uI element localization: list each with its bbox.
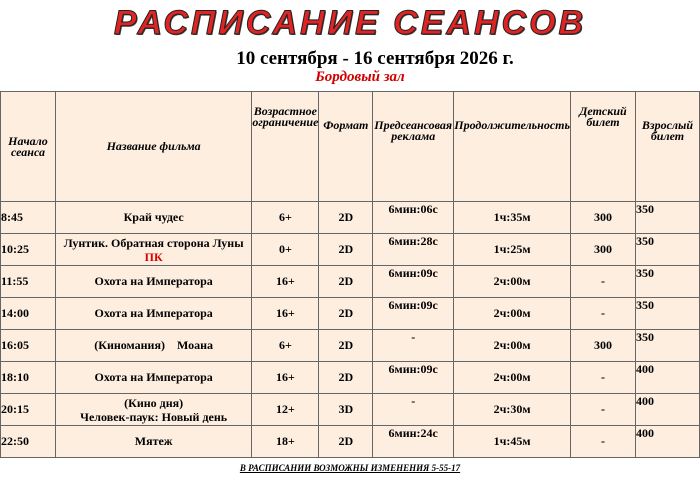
child-price: - [570,362,635,394]
adult-price: 350 [635,234,699,266]
film-title [55,266,251,298]
table-row [1,362,700,394]
film-name: Охота на Императора [94,274,213,288]
adult-price: 400 [635,362,699,394]
age-rating: 0+ [252,234,319,266]
film-title [55,298,251,330]
ads-duration: - [373,394,454,426]
age-rating: 6+ [252,202,319,234]
header-age: Возрастное ограничение [252,92,319,202]
age-rating: 18+ [252,426,319,458]
adult-price: 350 [635,266,699,298]
table-row [1,234,700,266]
film-name-secondary: Человек-паук: Новый день [80,409,228,424]
table-row [1,266,700,298]
ads-duration: - [373,330,454,362]
age-rating: 16+ [252,298,319,330]
film-duration: 1ч:25м [454,234,571,266]
film-title [55,362,251,394]
film-name: (Киномания) Моана [94,338,214,352]
date-range: 10 сентября - 16 сентября 2026 г. [236,48,514,69]
child-price: 300 [570,234,635,266]
film-duration: 2ч:00м [454,266,571,298]
format: 2D [319,202,373,234]
hall-name: Бордовый зал [315,69,405,85]
start-time: 16:05 [1,330,56,362]
film-name: (Кино дня) [124,395,184,410]
schedule-table [0,91,700,458]
film-duration: 2ч:00м [454,362,571,394]
page-title: РАСПИСАНИЕ СЕАНСОВ [113,4,587,42]
film-name: Лунтик. Обратная сторона Луны [63,235,244,250]
format: 2D [319,298,373,330]
film-name: Край чудес [123,210,184,224]
adult-price: 350 [635,330,699,362]
ads-duration: 6мин:09с [373,298,454,330]
start-time: 18:10 [1,362,56,394]
ads-duration: 6мин:09с [373,266,454,298]
schedule-change-notice: В РАСПИСАНИИ ВОЗМОЖНЫ ИЗМЕНЕНИЯ 5-55-17 [239,463,461,473]
adult-price: 350 [635,202,699,234]
age-rating: 16+ [252,362,319,394]
header-duration: Продолжительность [454,92,571,202]
child-price: 300 [570,330,635,362]
film-duration: 2ч:00м [454,298,571,330]
table-row [1,426,700,458]
film-title [55,234,251,266]
film-duration: 1ч:35м [454,202,571,234]
film-duration: 2ч:30м [454,394,571,426]
age-rating: 6+ [252,330,319,362]
format: 2D [319,362,373,394]
start-time: 14:00 [1,298,56,330]
film-duration: 2ч:00м [454,330,571,362]
format: 2D [319,234,373,266]
header-start: Начало сеанса [1,92,56,202]
format: 2D [319,426,373,458]
header-format: Формат [319,92,373,202]
start-time: 8:45 [1,202,56,234]
film-duration: 1ч:45м [454,426,571,458]
film-name: Охота на Императора [94,370,213,384]
film-title [55,202,251,234]
start-time: 10:25 [1,234,56,266]
ads-duration: 6мин:06с [373,202,454,234]
child-price: 300 [570,202,635,234]
child-price: - [570,266,635,298]
start-time: 20:15 [1,394,56,426]
child-price: - [570,298,635,330]
child-price: - [570,394,635,426]
adult-price: 400 [635,426,699,458]
child-price: - [570,426,635,458]
header-ads: Предсеансовая реклама [373,92,454,202]
format: 2D [319,266,373,298]
film-name: Охота на Императора [94,306,213,320]
format: 2D [319,330,373,362]
adult-price: 400 [635,394,699,426]
age-rating: 12+ [252,394,319,426]
film-tag: ПК [144,249,163,264]
table-row [1,298,700,330]
film-name: Мятеж [134,434,173,448]
header-film: Название фильма [55,92,251,202]
ads-duration: 6мин:28с [373,234,454,266]
film-title [55,426,251,458]
format: 3D [319,394,373,426]
film-title [55,394,251,426]
start-time: 11:55 [1,266,56,298]
start-time: 22:50 [1,426,56,458]
header-child: Детский билет [570,92,635,202]
ads-duration: 6мин:09с [373,362,454,394]
table-row [1,330,700,362]
ads-duration: 6мин:24с [373,426,454,458]
header-row [1,92,700,202]
film-title [55,330,251,362]
header-adult: Взрослый билет [635,92,699,202]
age-rating: 16+ [252,266,319,298]
adult-price: 350 [635,298,699,330]
table-row [1,202,700,234]
table-row [1,394,700,426]
